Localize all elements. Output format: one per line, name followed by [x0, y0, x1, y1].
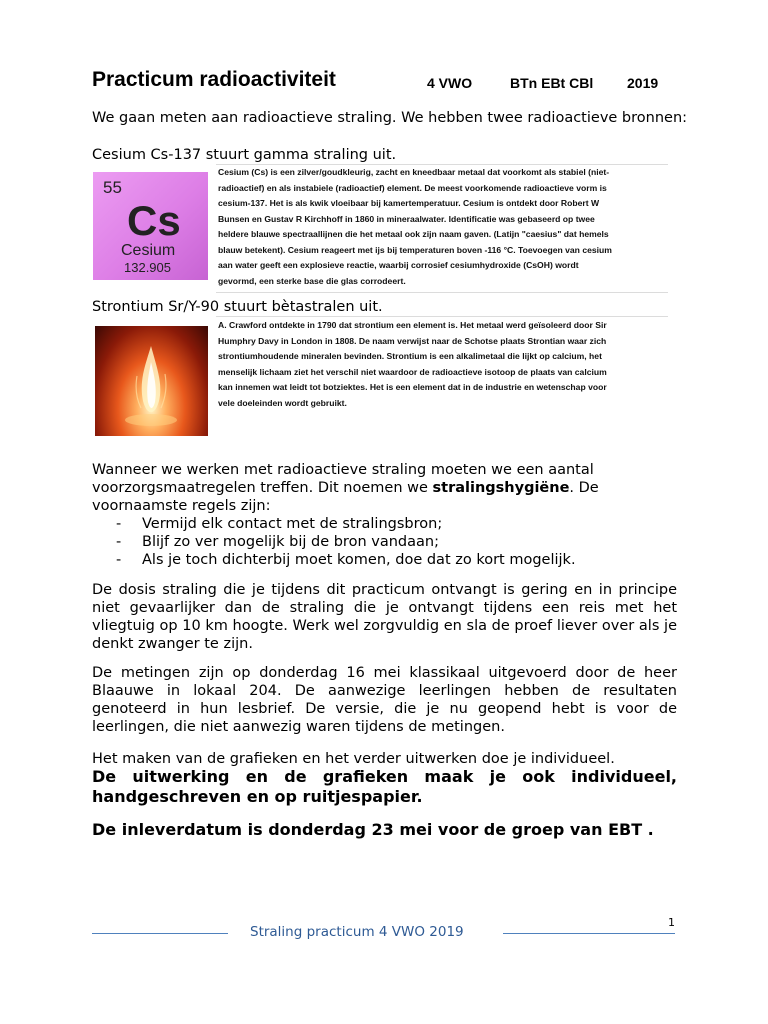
text-line: strontiumhoudende mineralen bevinden. Strontium is een alkalimetaal die lijkt op calcium, het — [218, 351, 602, 361]
class-level: 4 VWO — [427, 75, 473, 91]
individual-work-line: Het maken van de grafieken en het verder uitwerken doe je individueel. — [92, 751, 615, 767]
school-year: 2019 — [627, 75, 659, 91]
strontium-flame-image — [95, 326, 208, 436]
cesium-heading: Cesium Cs-137 stuurt gamma straling uit. — [92, 147, 397, 163]
text-line: menselijk lichaam ziet het verschil niet waardoor de radioactieve isotoop de plaats van calcium — [218, 366, 607, 377]
text-line: radioactief) en als instabiele (radioactief) element. De meest voorkomende radioactieve vorm is — [218, 182, 607, 193]
text-line: gevormd, een sterke base die glas corrodeert. — [218, 275, 406, 286]
strontium-description — [218, 318, 670, 411]
text-line: voornaamste regels zijn: — [92, 498, 271, 514]
text-span: voorzorgsmaatregelen treffen. Dit noemen we — [92, 480, 433, 496]
text-line: cesium-137. Het is als kwik vloeibaar bij kamertemperatuur. Cesium is ontdekt door Robert W — [218, 198, 600, 208]
hygiene-intro — [92, 461, 599, 515]
handwritten-requirement: De uitwerking en de grafieken maak je ook individueel, handgeschreven en op ruitjespapier. — [92, 767, 677, 806]
element-symbol: Cs — [127, 197, 181, 244]
teacher-codes: BTn EBt CBl — [510, 75, 594, 91]
footer-rule-left — [92, 933, 228, 934]
intro-text: We gaan meten aan radioactieve straling. We hebben twee radioactieve bronnen: — [92, 110, 688, 126]
flame-icon — [95, 326, 208, 436]
cesium-element-tile — [93, 172, 208, 280]
text-line: Humphry Davy in London in 1808. De naam verwijst naar de Schotse plaats Strontian waar zich — [218, 335, 607, 346]
text-line: vele doeleinden wordt gebruikt. — [218, 397, 347, 408]
dose-paragraph: De dosis straling die je tijdens dit practicum ontvangt is gering en in principe niet gevaarlijker dan de straling die je ontvangt tijdens een reis met het vliegtuig op 10 km hoogte. Werk wel zorgvuldig en sla de proef liever over als je denkt zwanger te zijn. — [92, 582, 677, 652]
measurement-paragraph: De metingen zijn op donderdag 16 mei klassikaal uitgevoerd door de heer Blaauwe in lokaal 204. De aanwezige leerlingen hebben de resultaten genoteerd in hun lesbrief. De versie, die je nu geopend hebt is voor de leerlingen, die niet aanwezig waren tijdens de metingen. — [92, 665, 677, 735]
list-item: - Vermijd elk contact met de stralingsbron; — [116, 515, 576, 533]
divider — [216, 292, 668, 293]
list-item: - Blijf zo ver mogelijk bij de bron vandaan; — [116, 533, 576, 551]
text-line: blauw betekent). Cesium reageert met ijs bij temperaturen boven -116 °C. Toevoegen van cesium — [218, 244, 612, 255]
footer-text: Straling practicum 4 VWO 2019 — [250, 924, 464, 940]
text-line: Cesium (Cs) is een zilver/goudkleurig, zacht en kneedbaar metaal dat voorkomt als stabiel (niet- — [218, 167, 610, 177]
page-title: Practicum radioactiviteit — [92, 68, 336, 91]
divider — [216, 316, 668, 317]
text-line: Bunsen en Gustav R Kirchhoff in 1860 in mineraalwater. Identificatie was gebaseerd op twee — [218, 213, 595, 224]
strontium-heading: Strontium Sr/Y-90 stuurt bètastralen uit. — [92, 299, 383, 315]
element-name: Cesium — [121, 242, 176, 259]
text-line: A. Crawford ontdekte in 1790 dat strontium een element is. Het metaal werd geïsoleerd door Sir — [218, 320, 607, 330]
text-line: Wanneer we werken met radioactieve straling moeten we een aantal — [92, 462, 594, 478]
text-span: . De — [569, 480, 599, 496]
list-item: - Als je toch dichterbij moet komen, doe dat zo kort mogelijk. — [116, 551, 576, 569]
text-line: heldere blauwe spectraallijnen die het metaal ook zijn naam gaven. (Latijn "caesius" dat hemels — [218, 229, 609, 239]
atomic-mass: 132.905 — [124, 260, 171, 275]
hygiene-rules-list — [116, 515, 576, 569]
cesium-description — [218, 165, 670, 289]
text-line: aan water geeft een explosieve reactie, waarbij corrosief cesiumhydroxide (CsOH) wordt — [218, 260, 579, 270]
text-line: kan innemen wat leidt tot botziektes. Het is een element dat in de industrie en wetenschap voor — [218, 382, 607, 392]
deadline-text: De inleverdatum is donderdag 23 mei voor de groep van EBT . — [92, 820, 654, 839]
page-number: 1 — [668, 916, 675, 929]
text-line — [92, 479, 599, 497]
footer-rule-right — [503, 933, 675, 934]
atomic-number: 55 — [103, 178, 122, 197]
stralingshygiene-term: stralingshygiëne — [432, 480, 570, 496]
